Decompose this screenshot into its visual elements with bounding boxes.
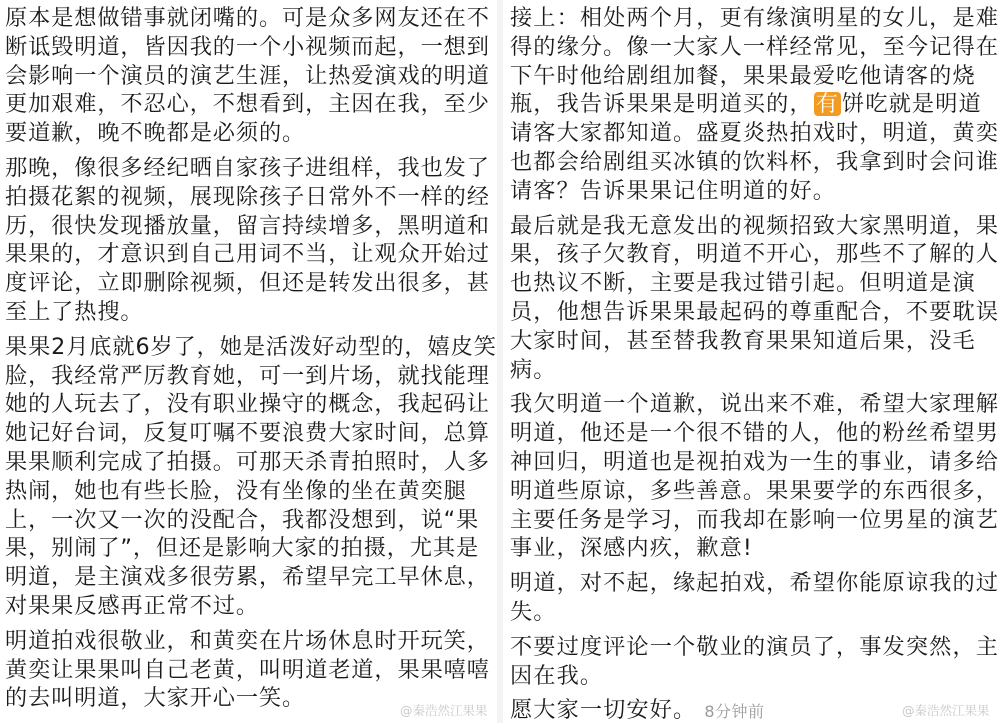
post-paragraph [510, 4, 1000, 206]
left-screenshot-panel [0, 0, 497, 723]
weibo-watermark: @秦浩然江果果 [902, 703, 990, 718]
you-emoji-badge: 有 [815, 91, 840, 118]
post-paragraph: 那晚，像很多经纪晒自家孩子进组样，我也发了拍摄花絮的视频，展现除孩子日常外不一样的经历，很快发现播放量，留言持续增多，黑明道和果果的，才意识到自己用词不当，让观众开始过度评论，立即删除视频，但还是转发出很多，甚至上了热搜。 [5, 154, 490, 325]
post-paragraph: 最后就是我无意发出的视频招致大家黑明道，果果，孩子欠教育，明道不开心，那些不了解的人也热议不断，主要是我过错引起。但明道是演员，他想告诉果果最起码的尊重配合，不要耽误大家时间，甚至替我教育果果知道后果，没毛病。 [510, 212, 1000, 383]
paragraph-text: 饼吃就是明道请客大家都知道。盛夏炎热拍戏时，明道，黄奕也都会给剧组买冰镇的饮料杯，我拿到时会问谁请客？告诉果果记住明道的好。 [510, 91, 1000, 204]
post-paragraph: 我欠明道一个道歉，说出来不难，希望大家理解明道，他还是一个很不错的人，他的粉丝希望男神回归，明道也是视拍戏为一生的事业，请多给明道些原谅，多些善意。果果要学的东西很多，主要任务是学习，而我却在影响一位男星的演艺事业，深感内疚，歉意! [510, 391, 1000, 562]
weibo-watermark: @秦浩然江果果 [400, 703, 488, 718]
paragraph-text: 愿大家一切安好。 [510, 697, 697, 723]
right-screenshot-panel [503, 0, 1000, 723]
post-paragraph: 明道，对不起，缘起拍戏，希望你能原谅我的过失。 [510, 570, 1000, 625]
post-paragraph: 明道拍戏很敬业，和黄奕在片场休息时开玩笑，黄奕让果果叫自己老黄，叫明道老道，果果嘻嘻的去叫明道，大家开心一笑。 [5, 627, 490, 712]
post-paragraph: 不要过度评论一个敬业的演员了，事发突然，主因在我。 [510, 633, 1000, 689]
post-paragraph: 原本是想做错事就闭嘴的。可是众多网友还在不断诋毁明道，皆因我的一个小视频而起，一想到会影响一个演员的演艺生涯，让热爱演戏的明道更加艰难，不忍心，不想看到，主因在我，至少要道歉，晚不晚都是必须的。 [5, 5, 490, 147]
post-time-ago: 8分钟前 [704, 702, 765, 722]
post-paragraph: 果果2月底就6岁了，她是活泼好动型的，嬉皮笑脸，我经常严厉教育她，可一到片场，就找能理她的人玩去了，没有职业操守的概念，我起码让她记好台词，反复叮嘱不要浪费大家时间，总算果果顺利完成了拍摄。可那天杀青拍照时，人多热闹，她也有些长脸，没有坐像的坐在黄奕腿上，一次又一次的没配合，我都没想到，说“果果，别闹了”，但还是影响大家的拍摄，尤其是明道，是主演戏多很劳累，希望早完工早休息，对果果反感再正常不过。 [5, 333, 497, 619]
paragraph-text: 接上：相处两个月，更有缘演明星的女儿，是难得的缘分。像一大家人一样经常见，至今记得在下午时他给剧组加餐，果果最爱吃他请客的烧瓶，我告诉果果是明道买的， [510, 5, 1000, 118]
